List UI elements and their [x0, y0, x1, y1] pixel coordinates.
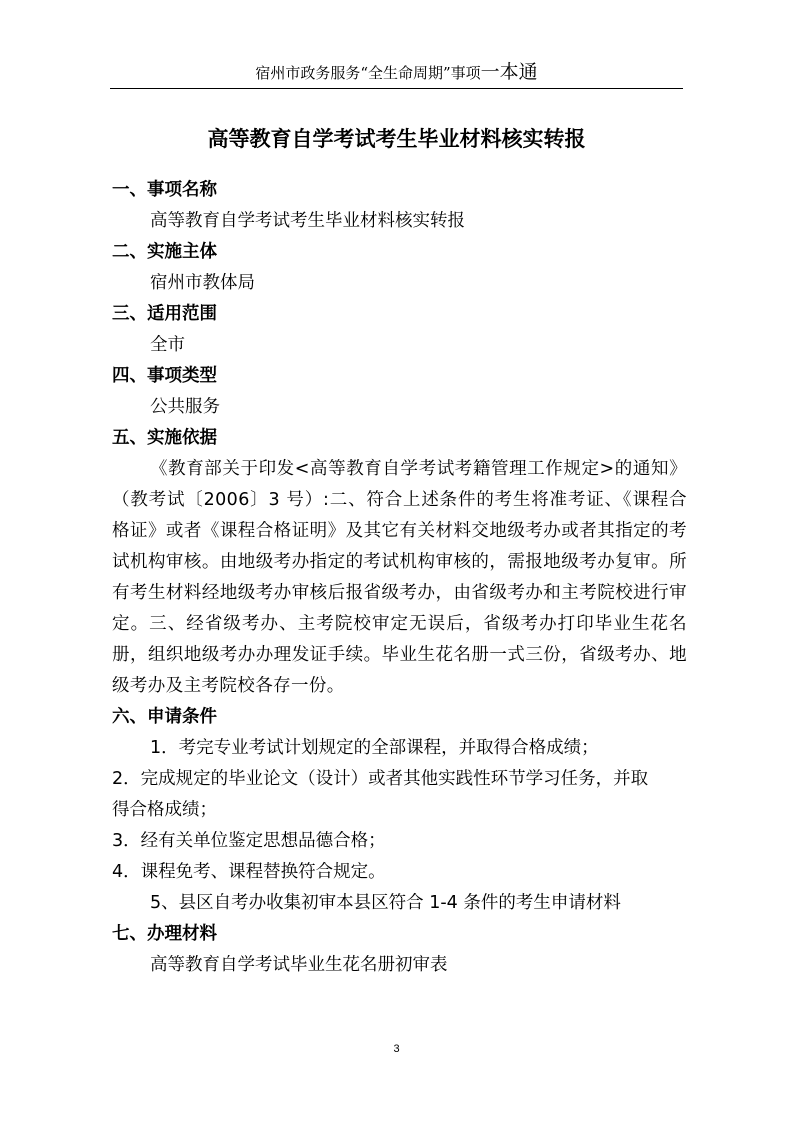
section-value-implementer: 宿州市教体局 [150, 273, 255, 293]
condition-item: 1．考完专业考试计划规定的全部课程，并取得合格成绩； [150, 738, 599, 758]
page-number: 3 [393, 1043, 400, 1055]
section-heading-materials: 七、办理材料 [112, 924, 217, 944]
section-heading-item-name: 一、事项名称 [112, 180, 217, 200]
document-body [112, 175, 687, 981]
section-value-type: 公共服务 [150, 397, 220, 417]
section-value-item-name: 高等教育自学考试考生毕业材料核实转报 [150, 211, 465, 231]
running-header-suffix: 一本通 [480, 61, 538, 83]
section-value-scope: 全市 [150, 335, 185, 355]
condition-item: 5、县区自考办收集初审本县区符合 1-4 条件的考生申请材料 [150, 893, 621, 913]
section-heading-scope: 三、适用范围 [112, 304, 217, 324]
header-divider [110, 88, 683, 89]
condition-item: 4．课程免考、课程替换符合规定。 [112, 862, 386, 882]
section-heading-basis: 五、实施依据 [112, 428, 217, 448]
section-value-materials: 高等教育自学考试毕业生花名册初审表 [150, 955, 448, 975]
running-header [110, 62, 683, 83]
document-title: 高等教育自学考试考生毕业材料核实转报 [207, 127, 586, 151]
running-header-text: 宿州市政务服务“全生命周期”事项 [255, 64, 481, 82]
condition-item: 得合格成绩； [112, 800, 217, 820]
section-heading-conditions: 六、申请条件 [112, 707, 217, 727]
section-heading-type: 四、事项类型 [112, 366, 217, 386]
condition-item: 3．经有关单位鉴定思想品德合格； [112, 831, 386, 851]
condition-item: 2．完成规定的毕业论文（设计）或者其他实践性环节学习任务，并取 [112, 769, 649, 789]
section-paragraph-basis: 《教育部关于印发<高等教育自学考试考籍管理工作规定>的通知》（教考试〔2006〕3 号）:二、符合上述条件的考生将准考证、《课程合格证》或者《课程合格证明》及其它有关材料交地级考办或者其指定的考试机构审核。由地级考办指定的考试机构审核的，需报地级考办复审。所有考生材料经地级考办审核后报省级考办，由省级考办和主考院校进行审定。三、经省级考办、主考院校审定无误后，省级考办打印毕业生花名册，组织地级考办办理发证手续。毕业生花名册一式三份，省级考办、地级考办及主考院校各存一份。 [112, 459, 687, 696]
section-heading-implementer: 二、实施主体 [112, 242, 217, 262]
